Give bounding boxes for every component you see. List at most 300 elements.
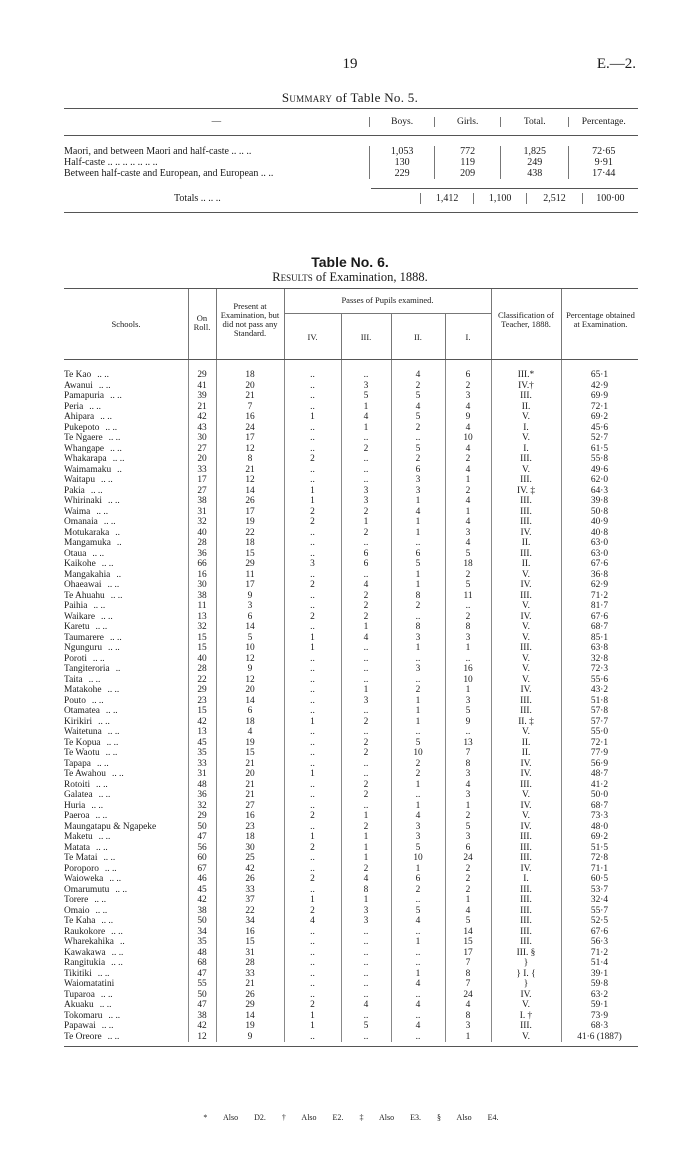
cell-pass-iv: 1 <box>310 895 315 905</box>
cell-present: 4 <box>247 727 253 737</box>
header-present: Present at Examination, but did not pass any Standard. <box>220 301 280 338</box>
school-name: Te Matai <box>64 853 98 863</box>
cell-pass-i: 1 <box>465 800 471 811</box>
school-name: Omarumutu <box>64 884 110 895</box>
leader-dots: .. .. <box>109 874 122 884</box>
school-name: Motukaraka <box>64 527 110 538</box>
school-name: Te Awahou <box>64 769 106 779</box>
header-i: I. <box>465 332 471 342</box>
table-row <box>64 780 638 791</box>
table-row <box>64 958 638 969</box>
cell-pass-iii: 3 <box>363 485 369 496</box>
cell-pass-iii: .. <box>363 653 369 664</box>
cell-classification: III.* <box>517 370 535 380</box>
school-cell <box>64 696 188 707</box>
cell-pass-iv: .. <box>310 695 315 706</box>
leader-dots: .. .. <box>110 443 122 454</box>
school-name: Kawakawa <box>64 947 106 958</box>
cell-pass-i: .. <box>465 601 471 611</box>
cell-pass-ii: 6 <box>415 548 421 559</box>
table-row <box>64 412 638 423</box>
cell-on-roll: 42 <box>197 716 207 727</box>
cell-present: 9 <box>247 664 253 674</box>
cell-classification: IV. <box>520 611 532 622</box>
school-name: Paeroa <box>64 811 90 821</box>
cell-on-roll: 40 <box>197 527 207 538</box>
school-cell <box>64 759 188 770</box>
cell-on-roll: 35 <box>197 748 207 758</box>
school-name: Waiomatatini <box>64 979 115 989</box>
cell-present: 3 <box>247 601 253 611</box>
leader-dots: .. .. <box>96 842 108 853</box>
cell-pass-ii: 1 <box>415 863 421 874</box>
cell-on-roll: 33 <box>197 464 207 475</box>
summary-cell-girls: 772 <box>434 146 500 157</box>
cell-classification: III. <box>520 517 532 527</box>
cell-pass-i: 4 <box>465 401 471 412</box>
cell-classification: IV. <box>520 580 532 590</box>
cell-classification: V. <box>522 811 530 821</box>
leader-dots: .. .. <box>100 412 112 422</box>
school-cell <box>64 738 188 749</box>
cell-pass-i: 1 <box>465 506 471 517</box>
cell-percentage: 45·6 <box>590 422 609 433</box>
cell-pass-i: 8 <box>465 968 471 979</box>
table-row <box>64 433 638 444</box>
cell-pass-iii: .. <box>363 475 369 485</box>
table-row <box>64 727 638 738</box>
school-name: Matata <box>64 842 91 853</box>
cell-classification: V. <box>522 601 530 611</box>
table-row <box>64 1000 638 1011</box>
school-name: Rangitukia <box>64 958 106 968</box>
cell-pass-iii: 1 <box>363 685 369 695</box>
cell-pass-i: .. <box>465 727 471 737</box>
cell-pass-iv: .. <box>310 391 315 401</box>
cell-classification: III. § <box>516 947 536 958</box>
school-cell <box>64 685 188 696</box>
leader-dots: .. .. <box>92 653 105 664</box>
cell-pass-ii: 1 <box>415 968 421 979</box>
school-name: Te Kaha <box>64 916 96 926</box>
cell-on-roll: 66 <box>197 559 207 569</box>
cell-present: 28 <box>245 958 255 968</box>
cell-pass-iii: 1 <box>363 842 369 853</box>
cell-percentage: 51·8 <box>590 695 609 706</box>
school-cell <box>64 538 188 549</box>
page-code: E.—2. <box>596 56 636 72</box>
leader-dots: .. .. <box>111 947 124 958</box>
cell-pass-iii: 2 <box>363 506 369 517</box>
cell-pass-iv: 2 <box>310 506 315 517</box>
cell-present: 19 <box>245 737 255 748</box>
cell-classification: V. <box>522 1000 530 1010</box>
cell-percentage: 81·7 <box>590 601 609 611</box>
leader-dots: .. .. <box>98 790 111 800</box>
cell-pass-iii: .. <box>363 769 369 779</box>
school-name: Pakia <box>64 485 85 496</box>
cell-percentage: 60·5 <box>590 874 609 884</box>
cell-classification: II. ‡ <box>518 716 534 727</box>
leader-dots: .. .. <box>111 958 123 968</box>
table6-bottom-rule <box>64 1046 638 1047</box>
header-iii: III. <box>360 332 372 342</box>
passes-underline <box>284 313 491 314</box>
cell-classification: V. <box>522 433 530 443</box>
cell-pass-ii: 2 <box>415 422 421 433</box>
school-cell <box>64 612 188 623</box>
cell-pass-iv: .. <box>310 590 315 601</box>
cell-classification: V. <box>522 653 530 664</box>
cell-present: 29 <box>245 559 255 569</box>
cell-pass-iv: .. <box>310 569 315 580</box>
school-cell <box>64 748 188 759</box>
cell-classification: V. <box>522 727 530 737</box>
table-row <box>64 580 638 591</box>
cell-percentage: 55·7 <box>590 905 609 916</box>
cell-present: 29 <box>245 1000 255 1010</box>
cell-on-roll: 47 <box>197 1000 207 1010</box>
summary-title-prefix: Summary <box>281 90 333 105</box>
cell-pass-iv: .. <box>310 821 315 832</box>
cell-present: 20 <box>245 685 255 695</box>
cell-percentage: 77·9 <box>590 748 609 758</box>
cell-pass-iii: 1 <box>363 622 369 632</box>
school-name: Tangiteroria <box>64 664 110 674</box>
cell-pass-ii: 4 <box>415 401 421 412</box>
school-cell <box>64 549 188 560</box>
cell-pass-ii: 4 <box>415 979 421 989</box>
cell-pass-iv: .. <box>310 853 315 863</box>
cell-pass-ii: 2 <box>415 685 421 695</box>
summary-rows <box>64 136 638 179</box>
header-classification: Classification of Teacher, 1888. <box>498 310 554 329</box>
cell-pass-iii: 2 <box>363 863 369 874</box>
cell-pass-ii: 10 <box>413 748 423 758</box>
header-schools: Schools. <box>111 319 141 329</box>
school-cell <box>64 402 188 413</box>
cell-pass-ii: 3 <box>415 664 421 674</box>
cell-on-roll: 68 <box>197 958 207 968</box>
cell-pass-ii: .. <box>415 947 421 958</box>
table-row <box>64 696 638 707</box>
cell-pass-iv: 2 <box>310 517 315 527</box>
school-name: Awanui <box>64 380 93 391</box>
cell-pass-iii: 4 <box>363 632 369 643</box>
leader-dots: .. <box>115 664 121 674</box>
leader-dots: .. .. <box>105 422 118 433</box>
cell-present: 24 <box>245 422 255 433</box>
cell-percentage: 68·3 <box>590 1021 609 1031</box>
cell-classification: III. <box>520 506 532 517</box>
cell-pass-ii: 1 <box>415 580 421 590</box>
cell-pass-iv: 3 <box>310 559 315 569</box>
cell-pass-iv: 1 <box>310 496 315 506</box>
cell-classification: I. <box>523 874 529 884</box>
cell-pass-i: 2 <box>465 874 471 884</box>
school-cell <box>64 1000 188 1011</box>
cell-classification: V. <box>522 1031 530 1042</box>
school-name: Galatea <box>64 790 93 800</box>
school-name: Kirikiri <box>64 716 93 727</box>
cell-pass-i: 3 <box>465 391 471 401</box>
leader-dots: .. .. <box>100 989 113 1000</box>
cell-pass-ii: 1 <box>415 706 421 716</box>
header-ii: II. <box>414 332 422 342</box>
leader-dots: .. .. <box>105 748 118 758</box>
cell-on-roll: 38 <box>197 905 207 916</box>
cell-pass-i: 4 <box>465 496 471 506</box>
cell-pass-iv: .. <box>310 958 315 968</box>
cell-pass-i: 8 <box>465 622 471 632</box>
table6-header <box>64 289 638 359</box>
cell-classification: III. <box>520 706 532 716</box>
cell-classification: V. <box>522 622 530 632</box>
table-row <box>64 391 638 402</box>
cell-pass-iii: 5 <box>363 391 369 401</box>
cell-pass-iv: .. <box>310 748 315 758</box>
cell-pass-iii: .. <box>363 569 369 580</box>
cell-on-roll: 31 <box>197 506 207 517</box>
school-cell <box>64 811 188 822</box>
summary-totals-row <box>64 193 638 204</box>
cell-on-roll: 32 <box>197 517 207 527</box>
school-cell <box>64 622 188 633</box>
school-name: Pukepoto <box>64 422 100 433</box>
cell-pass-i: 3 <box>465 695 471 706</box>
cell-present: 12 <box>245 674 255 685</box>
cell-pass-iii: .. <box>363 370 369 380</box>
school-name: Tapapa <box>64 758 91 769</box>
cell-pass-ii: 4 <box>415 506 421 517</box>
cell-classification: IV. ‡ <box>516 485 536 496</box>
leader-dots: .. .. <box>91 800 104 811</box>
cell-pass-i: 18 <box>463 559 473 569</box>
leader-dots: .. .. <box>107 1031 120 1042</box>
cell-percentage: 71·2 <box>590 947 609 958</box>
summary-header-girls: Girls. <box>434 117 500 127</box>
leader-dots: .. <box>116 538 122 548</box>
school-cell <box>64 832 188 843</box>
cell-classification: } <box>523 979 529 989</box>
table-row <box>64 885 638 896</box>
cell-pass-ii: 1 <box>415 800 421 811</box>
school-cell <box>64 507 188 518</box>
table-row <box>64 990 638 1001</box>
table-row <box>64 475 638 486</box>
leader-dots: .. .. <box>97 370 109 380</box>
cell-pass-ii: 1 <box>415 779 421 790</box>
cell-present: 16 <box>245 412 255 422</box>
cell-on-roll: 33 <box>197 758 207 769</box>
cell-present: 15 <box>245 937 255 947</box>
cell-on-roll: 29 <box>197 811 207 821</box>
school-name: Mangakahia <box>64 569 111 580</box>
school-cell <box>64 822 188 833</box>
cell-on-roll: 30 <box>197 580 207 590</box>
cell-on-roll: 34 <box>197 926 207 937</box>
cell-pass-ii: 1 <box>415 716 421 727</box>
cell-pass-iv: .. <box>310 664 315 674</box>
cell-pass-i: 10 <box>463 674 473 685</box>
cell-on-roll: 22 <box>197 674 207 685</box>
school-name: Te Ngaere <box>64 433 103 443</box>
school-cell <box>64 643 188 654</box>
school-name: Te Oreore <box>64 1031 102 1042</box>
cell-classification: V. <box>522 569 530 580</box>
cell-classification: IV. <box>520 527 532 538</box>
table-row <box>64 979 638 990</box>
summary-cell-label: Half-caste .. .. .. .. .. .. .. <box>64 157 158 168</box>
cell-on-roll: 67 <box>197 863 207 874</box>
table-row <box>64 444 638 455</box>
school-cell <box>64 454 188 465</box>
cell-pass-iv: .. <box>310 401 315 412</box>
cell-pass-iii: .. <box>363 989 369 1000</box>
cell-pass-iii: 2 <box>363 779 369 790</box>
cell-pass-ii: 5 <box>415 905 421 916</box>
cell-on-roll: 48 <box>197 947 207 958</box>
cell-present: 23 <box>245 821 255 832</box>
cell-percentage: 67·6 <box>590 611 609 622</box>
cell-pass-iv: 1 <box>310 1010 315 1021</box>
cell-present: 42 <box>245 863 255 874</box>
column-divider <box>561 360 562 1042</box>
school-cell <box>64 727 188 738</box>
cell-percentage: 40·9 <box>590 517 609 527</box>
cell-pass-ii: .. <box>415 790 421 800</box>
cell-percentage: 41·2 <box>590 779 609 790</box>
cell-pass-iv: .. <box>310 937 315 947</box>
school-name: Waikare <box>64 611 95 622</box>
cell-percentage: 40·8 <box>590 527 609 538</box>
cell-classification: III. <box>520 454 532 464</box>
cell-pass-ii: 4 <box>415 1000 421 1010</box>
cell-present: 26 <box>245 496 255 506</box>
cell-present: 21 <box>245 979 255 989</box>
cell-pass-iv: .. <box>310 685 315 695</box>
leader-dots: .. .. <box>96 506 109 517</box>
leader-dots: .. .. <box>95 811 108 821</box>
cell-percentage: 32·8 <box>590 653 609 664</box>
table-row <box>64 664 638 675</box>
summary-cell-percentage: 17·44 <box>568 168 638 179</box>
school-name: Waimamaku <box>64 464 112 475</box>
cell-on-roll: 40 <box>197 653 207 664</box>
cell-percentage: 65·1 <box>590 370 609 380</box>
table-row <box>64 790 638 801</box>
cell-pass-iii: .. <box>363 538 369 548</box>
header-divider <box>216 289 217 359</box>
cell-pass-ii: 4 <box>415 370 421 380</box>
column-divider <box>188 360 189 1042</box>
cell-pass-i: 6 <box>465 370 471 380</box>
school-name: Waioweka <box>64 874 104 884</box>
cell-present: 33 <box>245 968 255 979</box>
summary-header-blank: — <box>211 117 222 127</box>
table-row <box>64 801 638 812</box>
cell-pass-ii: .. <box>415 1010 421 1021</box>
cell-classification: II. <box>521 401 531 412</box>
cell-classification: I. <box>523 422 529 433</box>
cell-pass-ii: 1 <box>415 527 421 538</box>
cell-pass-iv: 1 <box>310 832 315 842</box>
school-cell <box>64 381 188 392</box>
cell-pass-iv: .. <box>310 727 315 737</box>
cell-pass-iv: .. <box>310 653 315 664</box>
school-cell <box>64 1032 188 1043</box>
cell-pass-iv: .. <box>310 979 315 989</box>
header-divider <box>188 289 189 359</box>
footnotes <box>64 1113 638 1122</box>
cell-pass-ii: 5 <box>415 559 421 569</box>
cell-pass-iii: .. <box>363 800 369 811</box>
cell-classification: IV. <box>520 769 532 779</box>
cell-present: 30 <box>245 842 255 853</box>
summary-total-girls: 1,100 <box>473 193 526 204</box>
leader-dots: .. .. <box>106 737 119 748</box>
cell-pass-iv: .. <box>310 443 315 454</box>
cell-present: 18 <box>245 832 255 842</box>
leader-dots: .. .. <box>107 685 120 695</box>
cell-classification: IV. <box>520 863 532 874</box>
table-row <box>64 685 638 696</box>
cell-pass-iv: .. <box>310 989 315 1000</box>
school-name: Tuparoa <box>64 989 95 1000</box>
school-cell <box>64 769 188 780</box>
table-row <box>64 706 638 717</box>
cell-pass-i: 2 <box>465 380 471 391</box>
school-name: Mangamuka <box>64 538 111 548</box>
footnote-3: ‡ Also E3. <box>359 1113 421 1122</box>
cell-percentage: 63·2 <box>590 989 609 1000</box>
cell-classification: III. <box>520 475 532 485</box>
table6 <box>64 288 638 1047</box>
cell-on-roll: 28 <box>197 664 207 674</box>
leader-dots: .. .. <box>97 968 110 979</box>
cell-present: 18 <box>245 538 255 548</box>
cell-pass-i: 7 <box>465 748 471 758</box>
table6-body <box>64 360 638 1042</box>
cell-pass-iv: 4 <box>310 916 315 926</box>
cell-percentage: 63·0 <box>590 538 609 548</box>
cell-pass-iii: .. <box>363 464 369 475</box>
school-name: Otaua <box>64 548 87 559</box>
table-row <box>64 748 638 759</box>
school-cell <box>64 675 188 686</box>
cell-pass-i: 2 <box>465 884 471 895</box>
cell-on-roll: 13 <box>197 727 207 737</box>
cell-classification: III. <box>520 643 532 653</box>
cell-percentage: 69·2 <box>590 832 609 842</box>
leader-dots: .. .. <box>110 590 123 601</box>
cell-percentage: 71·1 <box>590 863 609 874</box>
cell-present: 21 <box>245 464 255 475</box>
summary-cell-label: Between half-caste and European, and European .. .. <box>64 168 274 179</box>
school-name: Karetu <box>64 622 90 632</box>
summary-header-boys: Boys. <box>369 117 435 127</box>
school-cell <box>64 874 188 885</box>
summary-cell-total: 249 <box>500 157 569 168</box>
cell-on-roll: 15 <box>197 643 207 653</box>
school-cell <box>64 517 188 528</box>
summary-cell-total: 438 <box>500 168 569 179</box>
cell-pass-i: 11 <box>463 590 473 601</box>
table6-subtitle-rest: of Examination, 1888. <box>315 270 428 284</box>
cell-pass-iii: 1 <box>363 422 369 433</box>
table-row <box>64 843 638 854</box>
cell-pass-iii: .. <box>363 727 369 737</box>
